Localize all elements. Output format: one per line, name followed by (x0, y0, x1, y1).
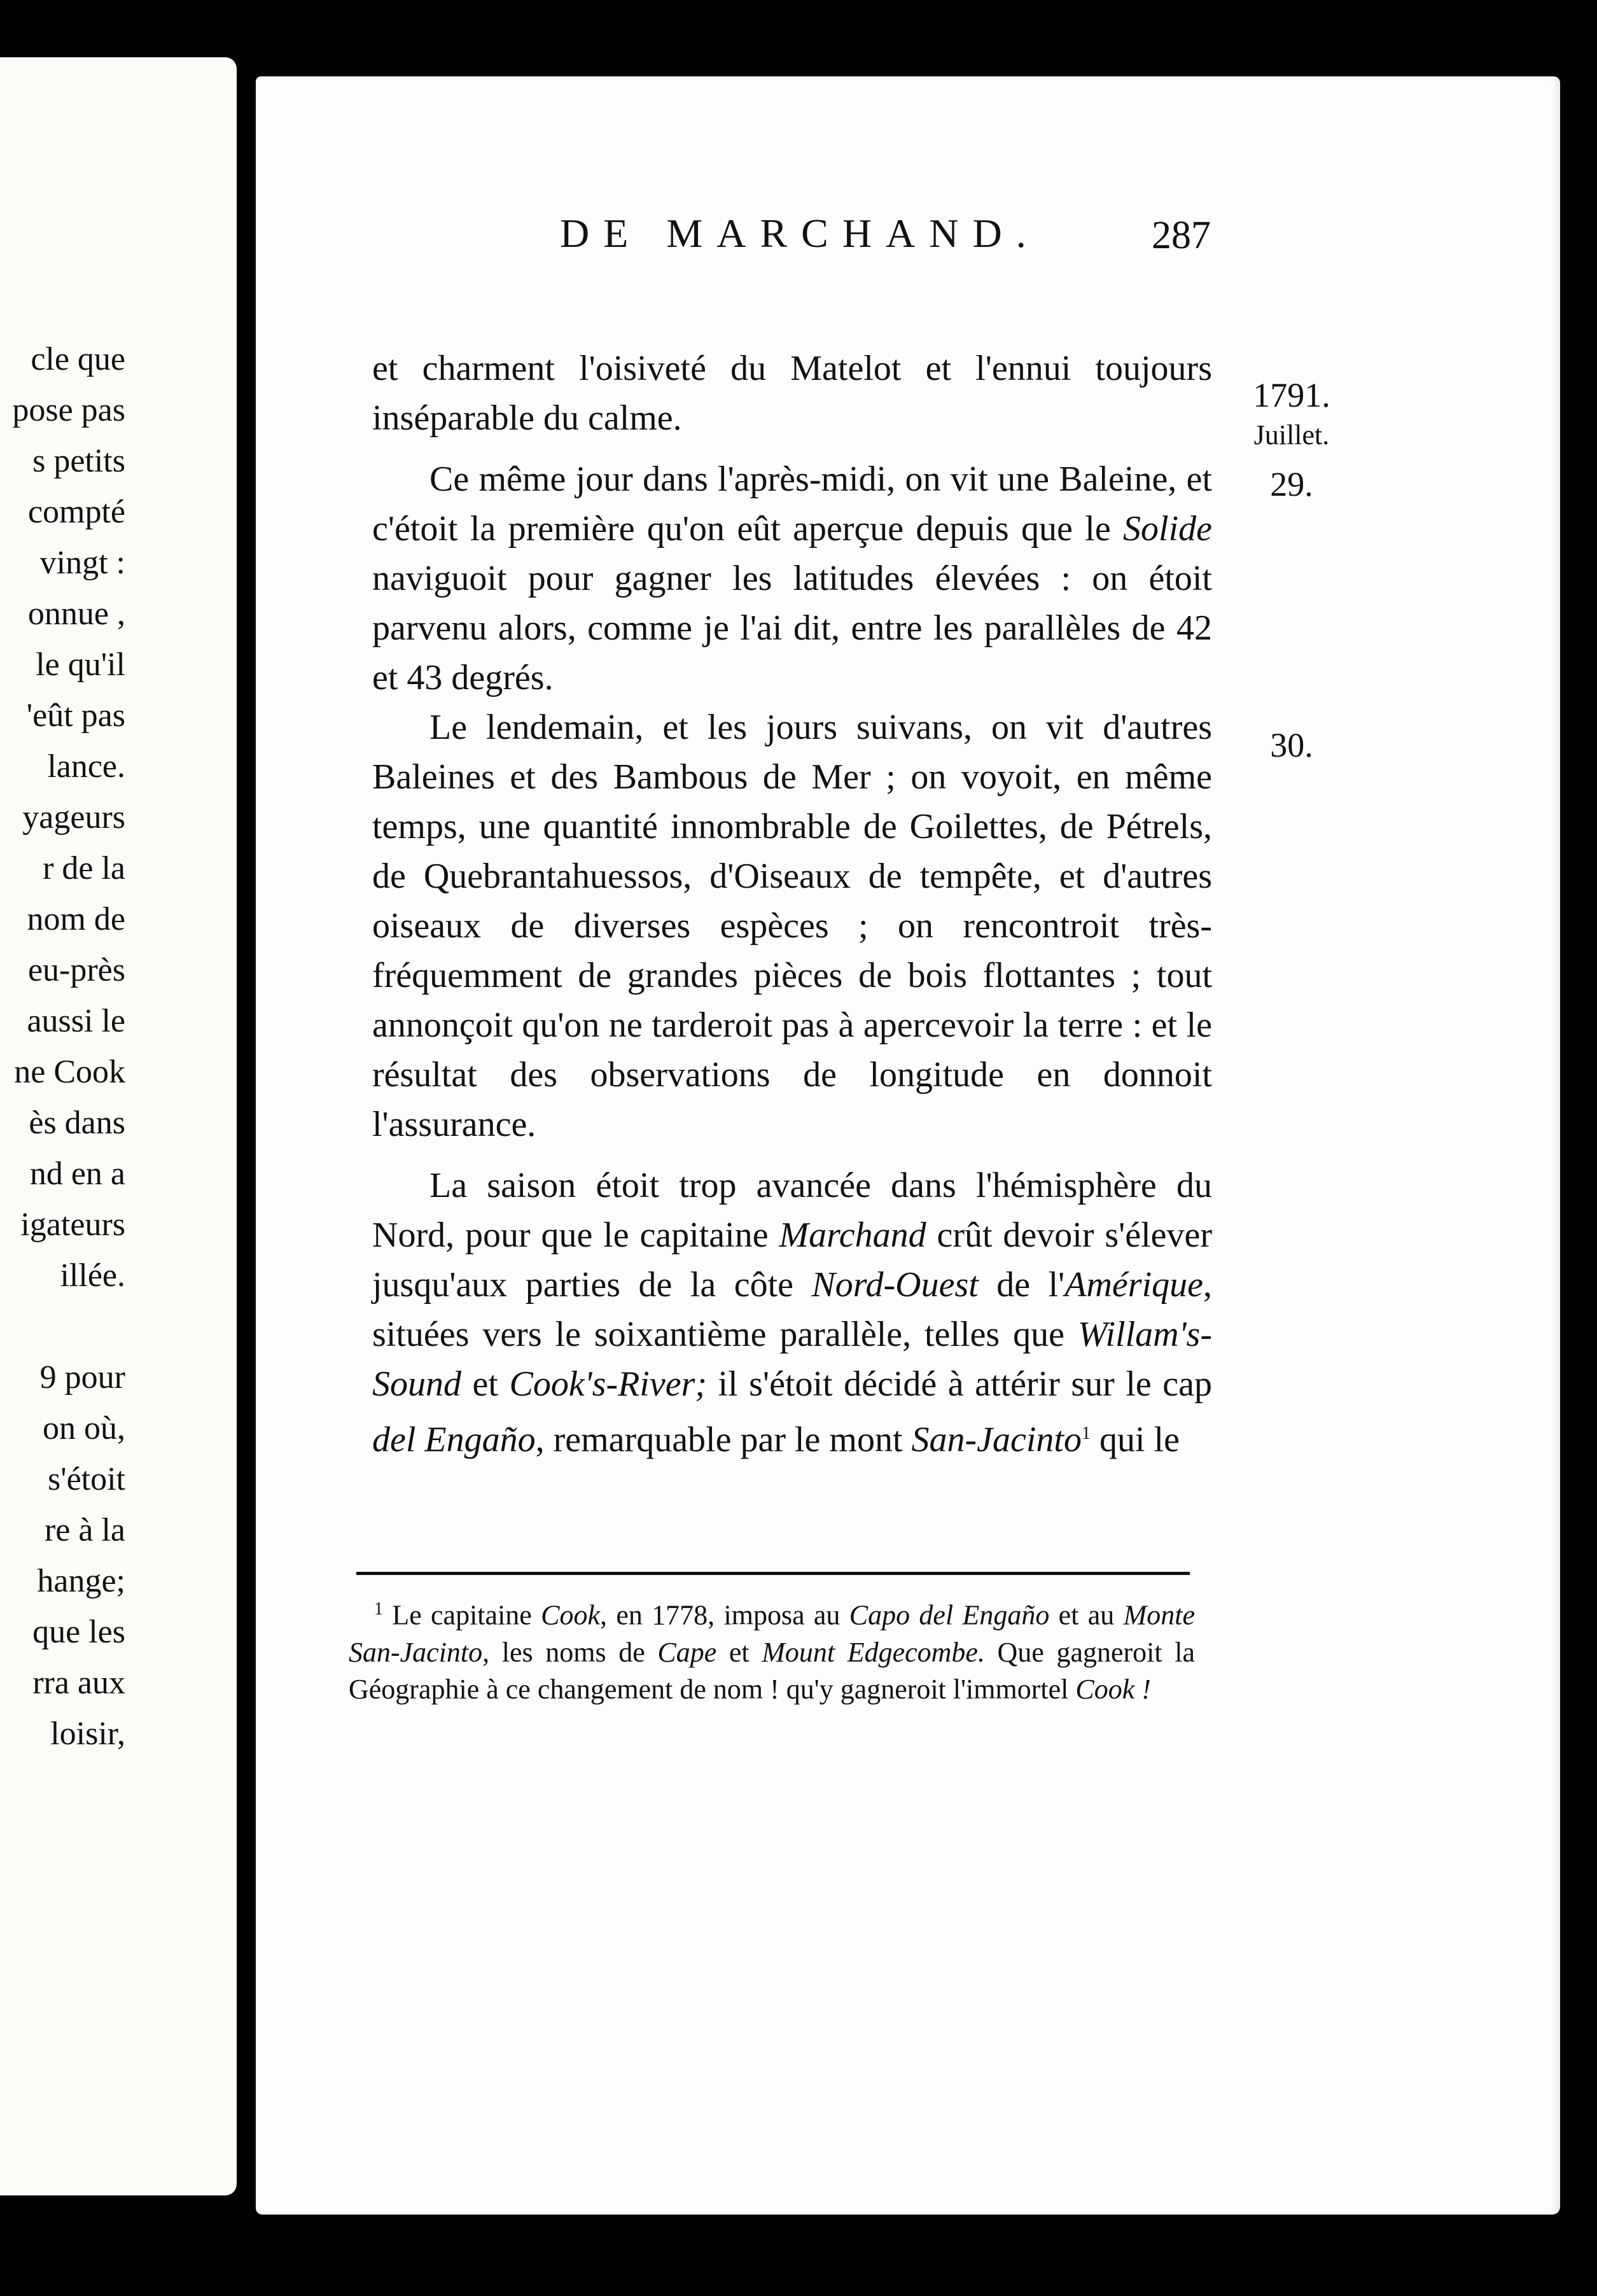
p4-text-g: , remarquable par le mont (535, 1420, 912, 1460)
left-page-line: le qu'il (36, 647, 125, 683)
fn-cape: Cape (657, 1636, 717, 1668)
page-number: 287 (1152, 214, 1211, 257)
p4-text-a: La saison étoit trop avancée dans l'hémisphère du Nord, pour que le capitaine (372, 1166, 1212, 1255)
margin-day-29: 29. (1270, 465, 1313, 503)
footnote (349, 1591, 1195, 1708)
left-page-line: nd en a (29, 1156, 125, 1192)
p4-text-c: de l' (978, 1265, 1065, 1305)
left-page-line: s petits (32, 443, 125, 479)
footnote-marker: 1 (374, 1599, 383, 1619)
left-page-line: 'eût pas (26, 697, 125, 734)
left-page-line: r de la (43, 850, 125, 886)
left-page-line: eu-près (27, 952, 125, 988)
paragraph-3: Le lendemain, et les jours suivans, on vit d'autres Baleines et des Bambous de Mer ; on voyoit, en même temps, une quantité innombrable de Goilettes, de Pétrels, de Quebrantahuessos, d'Oiseaux de tempête, et d'autres oiseaux de diverses espèces ; on rencontroit très-fréquemment de grandes pièces de bois flottantes ; tout annonçoit qu'on ne tarderoit pas à apercevoir la terre : et le résultat des observations de longitude en donnoit l'assurance. (372, 708, 1212, 1144)
left-page-line: re à la (44, 1512, 125, 1548)
p4-text-e: et (461, 1364, 510, 1404)
left-page-line: ès dans (29, 1105, 125, 1141)
p4-text-b: crût devoir s'élever jusqu'aux parties de la côte (372, 1215, 1213, 1305)
left-page-line: cle que (31, 341, 125, 377)
left-page-line: on où, (43, 1410, 125, 1446)
left-page-line: hange; (37, 1563, 125, 1599)
place-cooks-river: Cook's-River; (509, 1364, 708, 1404)
left-page-line: rra aux (32, 1665, 125, 1701)
left-page-line: aussi le (27, 1003, 125, 1039)
left-page-line: yageurs (22, 799, 125, 836)
margin-month: Juillet. (1253, 419, 1330, 451)
fn-text-c: et au (1049, 1599, 1124, 1631)
fn-text-f: Que gagneroit la Géographie à ce changement de nom ! qu'y gagneroit l'immortel (349, 1636, 1195, 1705)
left-page-line: compté (27, 494, 125, 530)
place-willams-sound: Willam's-Sound (372, 1315, 1212, 1404)
left-page-line: vingt : (39, 545, 125, 581)
p4-text-h: qui le (1090, 1420, 1180, 1460)
left-page-line: onnue , (27, 596, 125, 632)
left-page-line: illée. (60, 1257, 125, 1294)
fn-mount: Mount Edgecombe. (762, 1636, 985, 1668)
footnote-rule (356, 1572, 1190, 1575)
running-head: DE MARCHAND. (560, 211, 1040, 256)
left-page-line: nom de (27, 901, 125, 937)
left-page-edge (0, 57, 237, 2195)
p2-text-a: Ce même jour dans l'après-midi, on vit une Baleine, et c'étoit la première qu'on eût aperçue depuis que le (372, 459, 1212, 549)
body-text (372, 344, 1212, 1465)
place-del-engano: del Engaño (372, 1420, 536, 1460)
left-page-line: pose pas (12, 392, 125, 428)
left-page-line: loisir, (50, 1716, 125, 1752)
place-amerique: Amérique (1064, 1265, 1203, 1305)
margin-year: 1791. (1253, 376, 1330, 414)
left-page-line: lance. (47, 748, 125, 785)
paragraph-1: et charment l'oisiveté du Matelot et l'ennui toujours inséparable du calme. (372, 349, 1212, 438)
ship-name-solide: Solide (1123, 509, 1212, 549)
fn-monte: Monte San-Jacinto (349, 1599, 1195, 1668)
left-page-line: ne Cook (14, 1054, 125, 1090)
name-marchand: Marchand (779, 1215, 926, 1255)
paragraph-4 (372, 1161, 1212, 1465)
fn-text-d: , les noms de (482, 1636, 658, 1668)
left-page-line: que les (32, 1614, 125, 1650)
fn-text-a: Le capitaine (383, 1599, 541, 1631)
margin-day-30: 30. (1270, 726, 1313, 764)
p4-text-f: il s'étoit décidé à attérir sur le cap (707, 1364, 1212, 1404)
footnote-text (349, 1591, 1195, 1708)
left-page-line: igateurs (20, 1207, 125, 1243)
p4-text-d: , situées vers le soixantième parallèle, telles que (372, 1265, 1212, 1354)
fn-cook: Cook (541, 1599, 601, 1631)
left-page-line: 9 pour (39, 1359, 125, 1396)
place-san-jacinto: San-Jacinto (911, 1420, 1082, 1460)
fn-capo: Capo del Engaño (849, 1599, 1050, 1631)
fn-text-b: , en 1778, imposa au (600, 1599, 849, 1631)
paragraph-2 (372, 454, 1212, 703)
place-nord-ouest: Nord-Ouest (811, 1265, 979, 1305)
footnote-ref: 1 (1081, 1424, 1091, 1443)
fn-cook-2: Cook ! (1075, 1673, 1151, 1705)
fn-text-e: et (716, 1636, 762, 1668)
p2-text-b: naviguoit pour gagner les latitudes élevées : on étoit parvenu alors, comme je l'ai dit, entre les parallèles de 42 et 43 degrés. (372, 559, 1212, 697)
left-page-line: s'étoit (47, 1461, 125, 1497)
